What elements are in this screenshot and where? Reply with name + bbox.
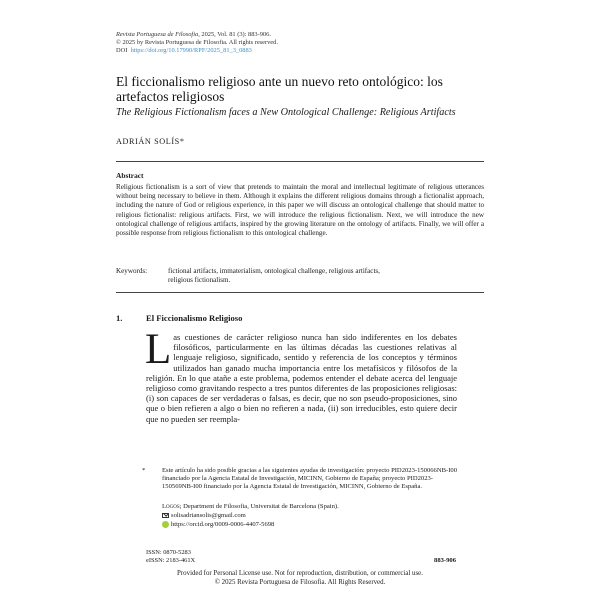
section-number: 1. <box>116 313 123 323</box>
abstract-heading: Abstract <box>116 171 144 180</box>
citation-line <box>116 31 278 39</box>
mail-icon <box>162 513 169 518</box>
issn-print: ISSN: 0870-5283 <box>146 549 191 556</box>
divider-bottom <box>116 292 484 293</box>
body-paragraph <box>145 326 457 424</box>
license-line-1: Provided for Personal License use. Not for reproduction, distribution, or commercial use. <box>177 570 423 577</box>
license-line-2: © 2025 Revista Portuguesa de Filosofia. All Rights Reserved. <box>214 578 386 586</box>
orcid-icon <box>162 521 169 528</box>
copyright-line: © 2025 by Revista Portuguesa de Filosofia. All rights reserved. <box>116 39 278 47</box>
license-notice <box>0 570 600 587</box>
email-line <box>162 511 339 520</box>
doi-line <box>116 47 278 55</box>
keywords-line-1: fictional artifacts, immaterialism, ontological challenge, religious artifacts, <box>168 267 380 275</box>
orcid-link[interactable]: https://orcid.org/0009-0006-4407-5698 <box>171 521 275 528</box>
issn-block <box>146 549 195 565</box>
author-name: ADRIÁN SOLÍS* <box>116 137 185 146</box>
logos-label: Logos <box>162 503 180 510</box>
doi-label: DOI <box>116 47 128 55</box>
footnote <box>142 467 458 492</box>
page-range: 883-906 <box>434 557 456 564</box>
footnote-text: Este artículo ha sido posible gracias a las siguientes ayudas de investigación: proyecto PID2023-150066NB-I00 financiado por la Agencia Estatal de Investigación, MICINN, Gobierno de España; proyecto PID2023-150569NB-I00 financiado por la Agencia Estatal de Investigación, MICINN, Gobierno de España. <box>162 467 458 491</box>
section-title: El Ficcionalismo Religioso <box>146 313 243 323</box>
journal-name: Revista Portuguesa de Filosofia <box>116 31 199 38</box>
body-text: as cuestiones de carácter religioso nunca han sido indiferentes en los debates filosóficos, particularmente en las últimas décadas las cuestiones relativas al lenguaje religioso, significado, sentido y referencia de los conceptos y términos utilizados han ganado mucha importancia entre los metafísicos y filósofos de la religión. En lo que atañe a este problema, podemos entender el debate acerca del lenguaje religioso como gravitando respecto a tres puntos diferentes de las proposiciones religiosas: (i) son capaces de ser verdaderas o falsas, es decir, que no son pseudo-proposiciones, sino que o bien refieren a algo o bien no refieren a nada, (ii) son irreducibles, esto quiere decir que no pueden ser reempla- <box>146 332 457 424</box>
affiliation-line <box>162 502 339 511</box>
citation-details: , 2025, Vol. 81 (3): 883-906. <box>198 31 271 38</box>
affiliation-block <box>162 502 339 529</box>
keywords-label: Keywords: <box>116 267 148 275</box>
article-title: El ficcionalismo religioso ante un nuevo reto ontológico: los artefactos religiosos <box>116 74 443 104</box>
article-subtitle: The Religious Fictionalism faces a New Ontological Challenge: Religious Artifacts <box>116 107 456 118</box>
drop-cap: L <box>145 326 172 373</box>
orcid-line <box>162 520 339 529</box>
affiliation-text: ; Department de Filosofia, Universitat de Barcelona (Spain). <box>179 503 339 510</box>
section-heading <box>116 313 243 323</box>
footnote-mark: * <box>142 467 146 474</box>
issn-electronic: eISSN: 2183-461X <box>146 557 196 564</box>
journal-header <box>116 31 278 56</box>
keywords <box>116 267 484 285</box>
doi-link[interactable]: https://doi.org/10.17990/RPF/2025_81_3_0883 <box>130 47 252 55</box>
divider-top <box>116 161 484 162</box>
author-email[interactable]: solisadriansolis@gmail.com <box>171 512 246 519</box>
abstract-text: Religious fictionalism is a sort of view that pretends to maintain the moral and intellectual legitimate of religious utterances without being necessary to believe in them. Although it explains the different religious domains through a fictionalist approach, including the nature of God or religious experience, in this paper we will discuss an ontological challenge that should matter to religious fictionalist: religious artifacts. First, we will introduce the religious fictionalism. Next, we will introduce the new ontological challenge of religious artifacts, inspired by the growing literature on the ontology of artifacts. Finally, we will offer a possible response from religious fictionalism to this ontological challenge. <box>116 183 484 238</box>
keywords-line-2: religious fictionalism. <box>168 276 231 285</box>
